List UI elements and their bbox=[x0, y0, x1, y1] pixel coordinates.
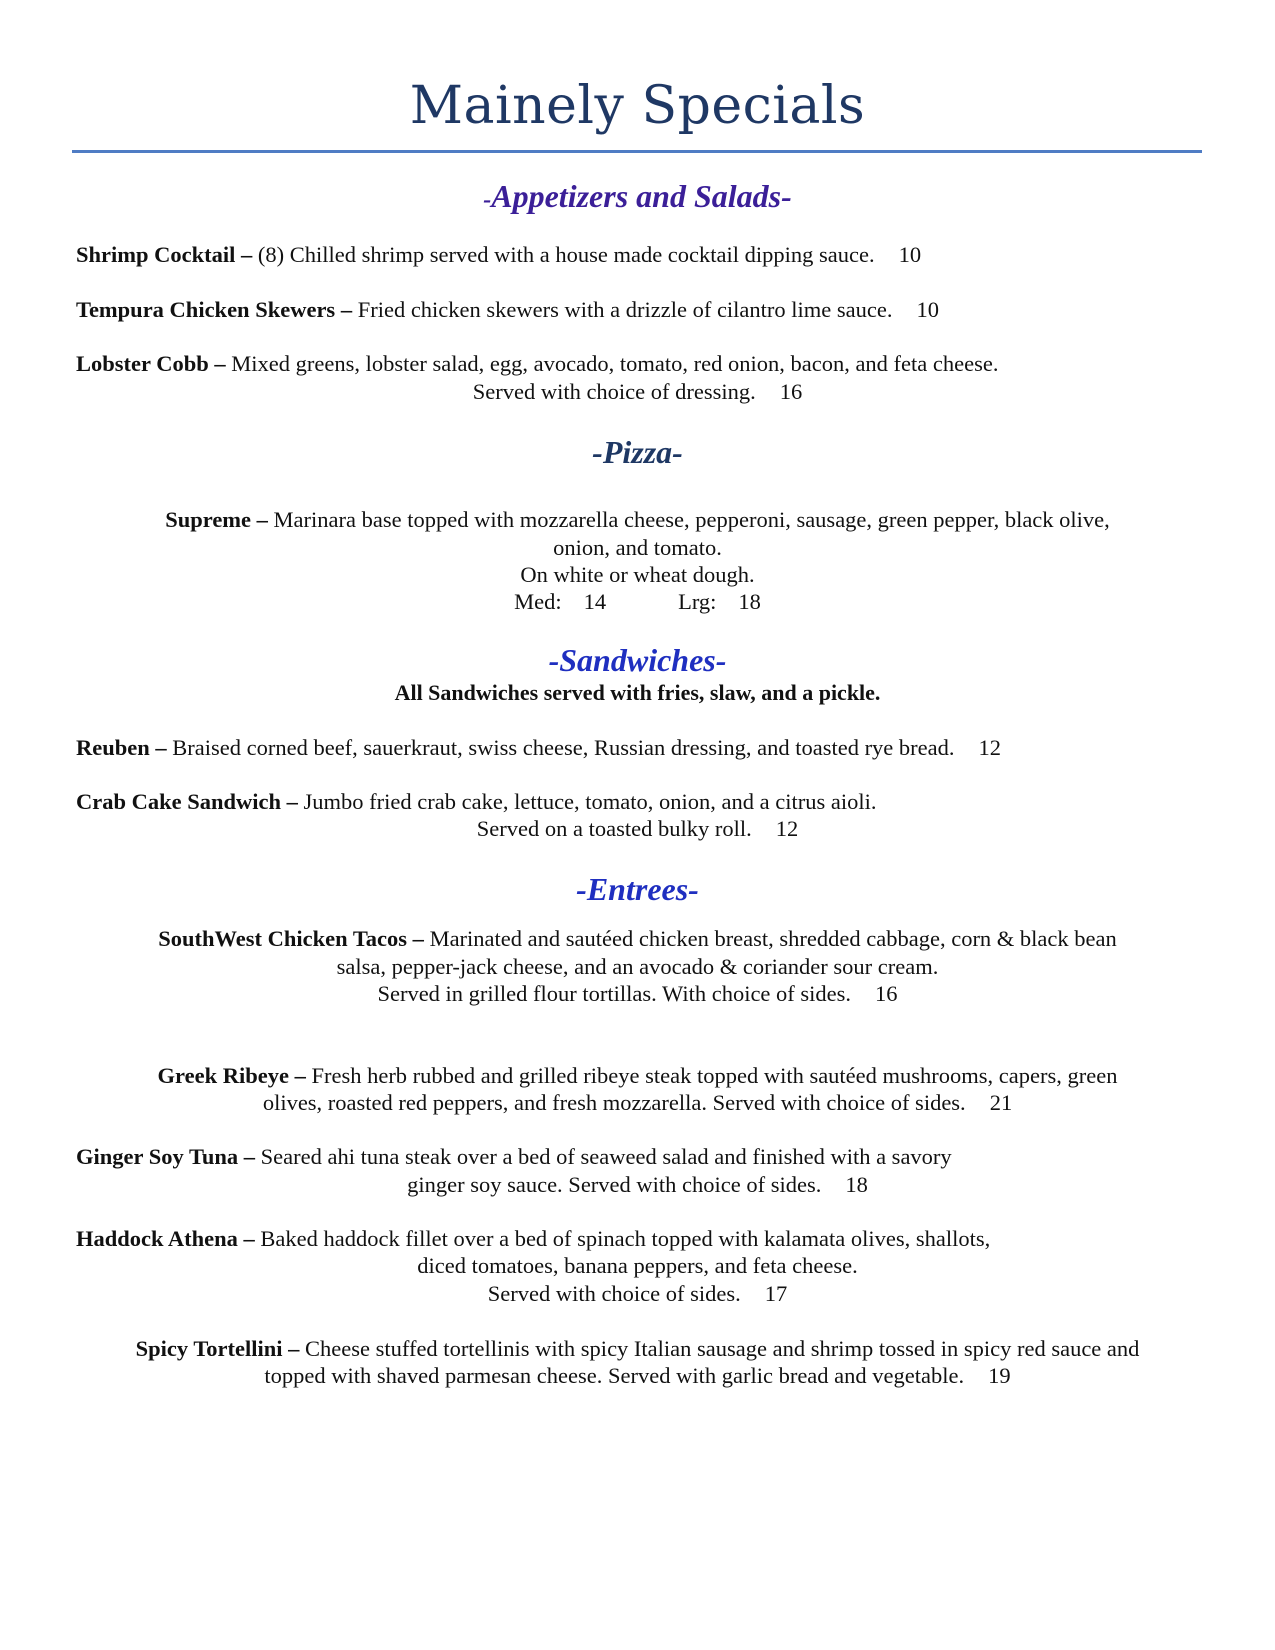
item-description: Marinara base topped with mozzarella cheese, pepperoni, sausage, green pepper, black olive, bbox=[267, 507, 1110, 532]
title-divider bbox=[72, 150, 1202, 153]
price-medium: 14 bbox=[583, 589, 607, 614]
item-name: Crab Cake Sandwich – bbox=[76, 789, 298, 814]
item-description: onion, and tomato. bbox=[553, 535, 722, 560]
menu-item-supreme bbox=[0, 505, 1275, 534]
item-description: Seared ahi tuna steak over a bed of seaweed salad and finished with a savory bbox=[255, 1144, 952, 1169]
item-description: Jumbo fried crab cake, lettuce, tomato, onion, and a citrus aioli. bbox=[297, 789, 877, 814]
menu-item-crab-cake-sandwich bbox=[76, 787, 876, 816]
item-description: Mixed greens, lobster salad, egg, avocado, tomato, red onion, bacon, and feta cheese. bbox=[225, 351, 999, 376]
item-description: Cheese stuffed tortellinis with spicy Italian sausage and shrimp tossed in spicy red sauce and bbox=[299, 1336, 1140, 1361]
item-description: Served in grilled flour tortillas. With choice of sides. bbox=[377, 981, 852, 1006]
item-name: Shrimp Cocktail – bbox=[76, 242, 253, 267]
item-name: Supreme – bbox=[165, 507, 268, 532]
section-heading-pizza: -Pizza- bbox=[592, 434, 683, 470]
item-description: Baked haddock fillet over a bed of spinach topped with kalamata olives, shallots, bbox=[254, 1226, 991, 1251]
heading-dash: - bbox=[483, 187, 492, 213]
menu-item-supreme-line2 bbox=[0, 533, 1275, 562]
item-price: 16 bbox=[779, 379, 803, 404]
menu-item-greek-ribeye-line2 bbox=[0, 1088, 1275, 1117]
item-name: Ginger Soy Tuna – bbox=[76, 1144, 256, 1169]
item-name: Greek Ribeye – bbox=[157, 1063, 306, 1088]
item-price: 17 bbox=[764, 1281, 788, 1306]
item-name: Lobster Cobb – bbox=[76, 351, 226, 376]
item-description: ginger soy sauce. Served with choice of sides. bbox=[407, 1172, 822, 1197]
menu-item-greek-ribeye bbox=[0, 1061, 1275, 1090]
menu-item-southwest-chicken-tacos-line3 bbox=[0, 979, 1275, 1008]
item-price: 12 bbox=[978, 735, 1002, 760]
item-price: 10 bbox=[898, 242, 922, 267]
item-description: On white or wheat dough. bbox=[520, 562, 755, 587]
menu-item-supreme-sizes bbox=[0, 587, 1275, 616]
menu-item-southwest-chicken-tacos bbox=[0, 924, 1275, 953]
item-name: Spicy Tortellini – bbox=[135, 1336, 300, 1361]
menu-item-tempura-chicken-skewers bbox=[76, 295, 939, 324]
menu-item-spicy-tortellini bbox=[0, 1334, 1275, 1363]
item-description: topped with shaved parmesan cheese. Served with garlic bread and vegetable. bbox=[264, 1363, 965, 1388]
item-price: 19 bbox=[988, 1363, 1011, 1388]
item-description: Served on a toasted bulky roll. bbox=[476, 816, 752, 841]
sandwiches-note: All Sandwiches served with fries, slaw, and a pickle. bbox=[394, 680, 881, 705]
item-name: Tempura Chicken Skewers – bbox=[76, 297, 353, 322]
menu-item-ginger-soy-tuna bbox=[76, 1142, 952, 1171]
item-description: salsa, pepper-jack cheese, and an avocado & coriander sour cream. bbox=[336, 954, 939, 979]
menu-item-shrimp-cocktail bbox=[76, 240, 921, 269]
size-label-large: Lrg: bbox=[678, 589, 717, 614]
heading-text: Appetizers and Salads- bbox=[491, 178, 792, 214]
menu-item-southwest-chicken-tacos-line2 bbox=[0, 952, 1275, 981]
item-price: 10 bbox=[916, 297, 939, 322]
item-price: 12 bbox=[775, 816, 799, 841]
item-description: diced tomatoes, banana peppers, and feta cheese. bbox=[417, 1253, 858, 1278]
item-price: 21 bbox=[989, 1090, 1013, 1115]
item-name: Reuben – bbox=[76, 735, 167, 760]
menu-item-haddock-athena bbox=[76, 1224, 990, 1253]
menu-item-spicy-tortellini-line2 bbox=[0, 1361, 1275, 1390]
item-description: Served with choice of dressing. bbox=[472, 379, 756, 404]
item-description: olives, roasted red peppers, and fresh mozzarella. Served with choice of sides. bbox=[262, 1090, 966, 1115]
item-description: Marinated and sautéed chicken breast, shredded cabbage, corn & black bean bbox=[423, 926, 1117, 951]
item-name: SouthWest Chicken Tacos – bbox=[158, 926, 424, 951]
menu-item-ginger-soy-tuna-line2 bbox=[0, 1170, 1275, 1199]
item-description: Fried chicken skewers with a drizzle of cilantro lime sauce. bbox=[352, 297, 893, 322]
item-price: 18 bbox=[845, 1172, 868, 1197]
menu-item-supreme-line3 bbox=[0, 560, 1275, 589]
section-heading-sandwiches: -Sandwiches- bbox=[548, 642, 727, 678]
item-description: (8) Chilled shrimp served with a house made cocktail dipping sauce. bbox=[252, 242, 875, 267]
item-description: Braised corned beef, sauerkraut, swiss cheese, Russian dressing, and toasted rye bread. bbox=[166, 735, 955, 760]
item-description: Fresh herb rubbed and grilled ribeye steak topped with sautéed mushrooms, capers, green bbox=[305, 1063, 1118, 1088]
menu-item-haddock-athena-line2 bbox=[0, 1251, 1275, 1280]
item-price: 16 bbox=[875, 981, 898, 1006]
section-heading-appetizers bbox=[0, 178, 1275, 215]
item-description: Served with choice of sides. bbox=[487, 1281, 741, 1306]
menu-item-haddock-athena-line3 bbox=[0, 1279, 1275, 1308]
menu-item-lobster-cobb bbox=[76, 349, 998, 378]
price-large: 18 bbox=[738, 589, 761, 614]
item-name: Haddock Athena – bbox=[76, 1226, 255, 1251]
menu-item-crab-cake-sandwich-line2 bbox=[0, 814, 1275, 843]
section-heading-entrees: -Entrees- bbox=[576, 871, 699, 907]
page-title: Mainely Specials bbox=[409, 76, 866, 136]
size-label-medium: Med: bbox=[514, 589, 562, 614]
menu-item-lobster-cobb-line2 bbox=[0, 377, 1275, 406]
menu-item-reuben bbox=[76, 733, 1001, 762]
